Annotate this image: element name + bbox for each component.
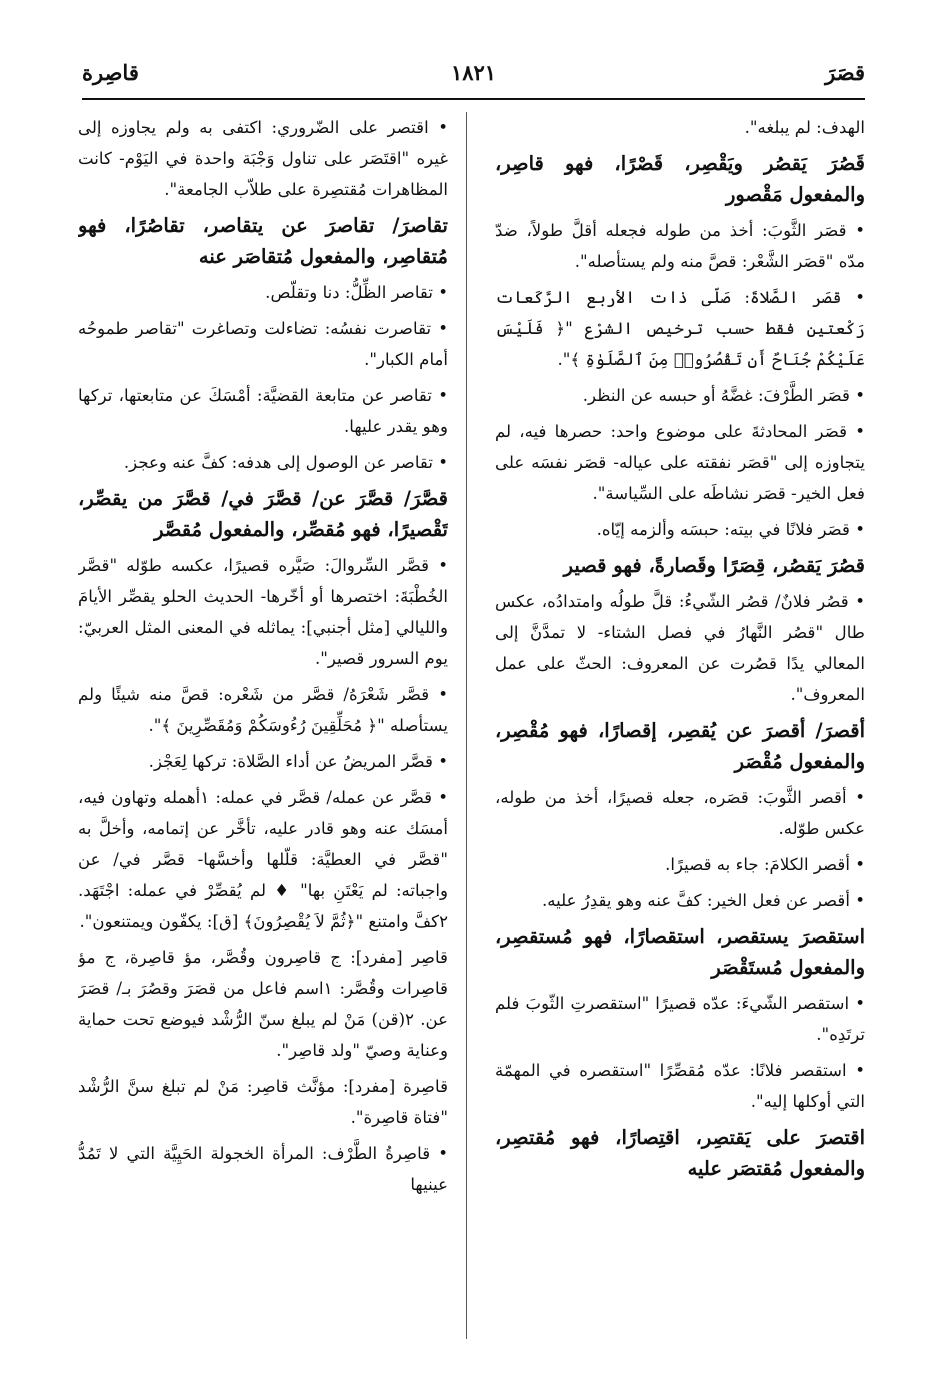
headword-left: قاصِرة [82, 60, 139, 85]
entry-definition: • قصَّر عن عمله/ قصَّر في عمله: ١أهمله وتهاون فيه، أمسَك عنه وهو قادر عليه، تأخَّر عن إتمامه، وأخلَّ به "قصَّر في العطيَّة: قلّلها وأخسَّها- قصَّر في/ عن واجباته: لم يَعْتَنِ بها" ♦ لم يُقصِّرْ في عمله: اجْتَهَد. ٢كفَّ وامتنع "﴿ثُمَّ لاَ يُقْصِرُونَ﴾ [ق]: يكفّون ويمتنعون". [78, 788, 448, 931]
entry-definition: • تقاصرت نفسُه: تضاءلت وتصاغرت "تقاصر طموحُه أمام الكبار". [78, 319, 448, 369]
entry-definition: • اقتصر على الضّروري: اكتفى به ولم يجاوزه إلى غيره "اقتَصَر على تناول وَجْبَة واحدة في اليَوْم- كانت المظاهرات مُقتصِرة على طلاّب الجامعة". [78, 118, 448, 199]
entry-definition: • قصَّر المريضُ عن أداء الصَّلاة: تركها لِعَجْز. [148, 752, 448, 771]
column-divider [466, 112, 467, 1339]
entry-definition: • استقصر الشّيءَ: عدّه قصيرًا "استقصرتِ الثّوبَ فلم ترتَدِه". [495, 994, 865, 1044]
left-column [78, 112, 448, 1339]
entry-headword: قصَّرَ/ قصَّرَ عن/ قصَّرَ في/ قصَّرَ من يقصِّر، تَقْصيرًا، فهو مُقصِّر، والمفعول مُقصَّر [78, 487, 448, 541]
page-header [82, 58, 865, 100]
entry-definition: • قصَّر السِّروالَ: صَيَّره قصيرًا، عكسه طوّله "قصَّر الخُطْبَةَ: اختصرها أو أخّرها- الحديث الحلو يقصِّر الأيامَ والليالي [مثل أجنبي]: يماثله في المعنى المثل العربيّ: يوم السرور قصير". [78, 556, 448, 668]
entry-definition: • قصُر فلانٌ/ قصُر الشّيءُ: قلَّ طولُه وامتدادُه، عكس طال "قصُر النَّهارُ في فصل الشتاء- لا تمدَّنَّ إلى المعالي يدًا قصُرت عن المعروف: الحثّ على عمل المعروف". [495, 592, 865, 704]
page-number: ١٨٢١ [450, 60, 497, 85]
entry-definition: قاصِر [مفرد]: ج قاصِرون وقُصَّر، مؤ قاصِرة، ج مؤ قاصِرات وقُصَّر: ١اسم فاعل من قصَرَ وقصُرَ بـ/ قصَرَ عن. ٢(قن) مَنْ لم يبلغ سنّ الرُّشْد فيوضع تحت حماية وعناية وصيّ "ولد قاصِر". [78, 948, 448, 1060]
entry-headword: أقصرَ/ أقصرَ عن يُقصِر، إقصارًا، فهو مُقْصِر، والمفعول مُقْصَر [495, 719, 865, 773]
entry-definition: • تقاصر الظِّلُّ: دنا وتقلّص. [265, 283, 448, 302]
entry-definition: • تقاصر عن متابعة القضيَّة: أمْسَكَ عن متابعتها، تركها وهو يقدر عليها. [78, 386, 448, 436]
entry-definition: • قصَر الطَّرْفَ: غضَّهُ أو حبسه عن النظر. [582, 386, 865, 405]
entry-definition: • قاصِرةُ الطَّرْف: المرأة الخجولة الحَيِيَّة التي لا تَمُدُّ عينيها [78, 1144, 448, 1194]
entry-definition: • أقصر عن فعل الخير: كفَّ عنه وهو يقدِرُ عليه. [541, 891, 865, 910]
entry-definition: • تقاصر عن الوصول إلى هدفه: كفَّ عنه وعجز. [123, 453, 448, 472]
entry-definition: الهدف: لم يبلغه". [744, 118, 865, 137]
headword-right: قصَرَ [825, 60, 865, 85]
entry-definition: • قصَر الثَّوبَ: أخذ من طوله فجعله أقلَّ طولاً، ضدّ مدّه "قصَر الشَّعْر: قصَّ منه ولم يستأصله". [495, 221, 865, 271]
entry-definition: • قصَر فلانًا في بيته: حبسَه وألزمه إيّاه. [596, 520, 865, 539]
right-column [495, 112, 865, 1339]
entry-headword: اقتصرَ على يَقتصِر، اقتِصارًا، فهو مُقتصِر، والمفعول مُقتصَر عليه [495, 1126, 865, 1180]
entry-definition: • أقصر الثَّوبَ: قصَره، جعله قصيرًا، أخذ من طوله، عكس طوّله. [495, 788, 865, 838]
entry-headword: تقاصرَ/ تقاصرَ عن يتقاصر، تقاصُرًا، فهو مُتقاصِر، والمفعول مُتقاصَر عنه [78, 214, 448, 268]
entry-definition: • قصَر الصَّلاةَ: صَلّى ذات الأربع الرَّكَعات رَكْعتين فقط حسب ترخيص الشرْع "﴿ فَلَيْسَ عَلَيْكُمْ جُنَاحٌ أَن تَقْصُرُوا۟ مِنَ ٱلصَّلَوٰةِ ﴾". [495, 288, 865, 369]
entry-definition: • قصَّر شَعْرَهُ/ قصَّر من شَعْره: قصَّ منه شيئًا ولم يستأصله "﴿ مُحَلِّقِينَ رُءُوسَكُمْ وَمُقَصِّرِينَ ﴾". [78, 685, 448, 735]
entry-definition: • أقصر الكلامَ: جاء به قصيرًا. [665, 855, 865, 874]
entry-definition: قاصِرة [مفرد]: مؤنَّث قاصِر: مَنْ لم تبلغ سنَّ الرُّشْد "فتاة قاصِرة". [78, 1077, 448, 1127]
entry-headword: استقصرَ يستقصر، استقصارًا، فهو مُستقصِر، والمفعول مُستَقْصَر [495, 925, 865, 979]
entry-headword: قَصُرَ يَقصُر ويَقْصِر، قَصْرًا، فهو قاصِر، والمفعول مَقْصور [495, 152, 865, 206]
entry-headword: قصُرَ يَقصُر، قِصَرًا وقَصارةً، فهو قصير [563, 554, 865, 577]
entry-definition: • استقصر فلانًا: عدّه مُقصِّرًا "استقصره في المهمّة التي أوكلها إليه". [495, 1061, 865, 1111]
entry-definition: • قصَر المحادثةَ على موضوع واحد: حصرها فيه، لم يتجاوزه إلى "قصَر نفقته على عياله- قصَر نفسَه على فعل الخير- قصَر نشاطَه على السِّياسة". [495, 422, 865, 503]
